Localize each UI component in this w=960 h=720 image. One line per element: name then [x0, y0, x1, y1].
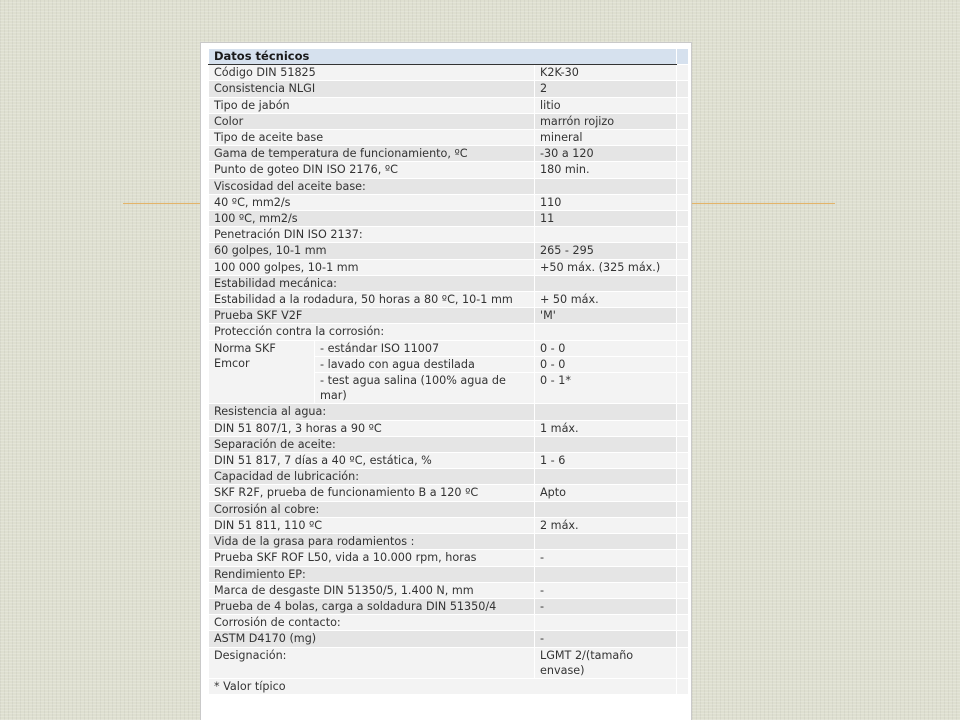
table-row [209, 292, 689, 308]
row-spacer [677, 436, 689, 452]
table-row [209, 113, 689, 129]
table-row [209, 275, 689, 291]
row-spacer [677, 324, 689, 340]
row-value: K2K-30 [535, 65, 677, 81]
row-spacer [677, 582, 689, 598]
row-value [535, 324, 677, 340]
table-row [209, 97, 689, 113]
row-label: Penetración DIN ISO 2137: [209, 227, 535, 243]
table-row [209, 615, 689, 631]
row-value: - [535, 550, 677, 566]
emcor-value: 0 - 0 [535, 340, 677, 356]
table-row [209, 582, 689, 598]
table-row [209, 227, 689, 243]
row-spacer [677, 243, 689, 259]
row-value [535, 178, 677, 194]
row-spacer [677, 113, 689, 129]
row-spacer [677, 615, 689, 631]
table-row [209, 420, 689, 436]
row-label: Corrosión al cobre: [209, 501, 535, 517]
row-label: Corrosión de contacto: [209, 615, 535, 631]
row-value [535, 501, 677, 517]
row-value: 1 máx. [535, 420, 677, 436]
row-value: - [535, 598, 677, 614]
row-spacer [677, 550, 689, 566]
table-row [209, 469, 689, 485]
row-value: mineral [535, 130, 677, 146]
table-row [209, 130, 689, 146]
row-spacer [677, 566, 689, 582]
row-spacer [677, 501, 689, 517]
emcor-sublabel: - lavado con agua destilada [315, 356, 535, 372]
row-spacer [677, 81, 689, 97]
row-spacer [677, 65, 689, 81]
row-value: marrón rojizo [535, 113, 677, 129]
row-value [535, 469, 677, 485]
row-value: - [535, 582, 677, 598]
row-value: +50 máx. (325 máx.) [535, 259, 677, 275]
row-spacer [677, 647, 689, 678]
row-label: 60 golpes, 10-1 mm [209, 243, 535, 259]
row-value: 110 [535, 194, 677, 210]
row-spacer [677, 534, 689, 550]
row-value: 'M' [535, 308, 677, 324]
row-spacer [677, 146, 689, 162]
table-row [209, 550, 689, 566]
row-value [535, 227, 677, 243]
row-spacer [677, 485, 689, 501]
row-spacer [677, 97, 689, 113]
row-label: 100 ºC, mm2/s [209, 211, 535, 227]
row-value: -30 a 120 [535, 146, 677, 162]
row-label: DIN 51 817, 7 días a 40 ºC, estática, % [209, 453, 535, 469]
row-spacer [677, 211, 689, 227]
footnote-row [209, 678, 689, 694]
row-spacer [677, 130, 689, 146]
row-spacer [677, 598, 689, 614]
row-spacer [677, 340, 689, 356]
row-label: DIN 51 811, 110 ºC [209, 517, 535, 533]
emcor-value: 0 - 1* [535, 373, 677, 404]
row-label: Resistencia al agua: [209, 404, 535, 420]
row-label: Vida de la grasa para rodamientos : [209, 534, 535, 550]
table-row [209, 517, 689, 533]
row-value: 11 [535, 211, 677, 227]
row-label: Separación de aceite: [209, 436, 535, 452]
emcor-label: Norma SKF Emcor [209, 340, 315, 404]
row-label: Estabilidad a la rodadura, 50 horas a 80 ºC, 10-1 mm [209, 292, 535, 308]
row-label: Consistencia NLGI [209, 81, 535, 97]
row-spacer [677, 453, 689, 469]
row-label: Prueba de 4 bolas, carga a soldadura DIN 51350/4 [209, 598, 535, 614]
row-label: Prueba SKF V2F [209, 308, 535, 324]
row-spacer [677, 373, 689, 404]
table-row [209, 243, 689, 259]
table-row [209, 308, 689, 324]
table-row [209, 178, 689, 194]
row-spacer [677, 678, 689, 694]
row-label: Protección contra la corrosión: [209, 324, 535, 340]
table-row [209, 566, 689, 582]
header-spacer [677, 49, 689, 65]
row-spacer [677, 162, 689, 178]
row-spacer [677, 259, 689, 275]
row-label: Rendimiento EP: [209, 566, 535, 582]
table-row [209, 534, 689, 550]
row-spacer [677, 194, 689, 210]
table-row [209, 194, 689, 210]
row-value [535, 275, 677, 291]
datasheet-image [200, 42, 692, 720]
row-label: Marca de desgaste DIN 51350/5, 1.400 N, mm [209, 582, 535, 598]
row-label: 40 ºC, mm2/s [209, 194, 535, 210]
emcor-sublabel: - estándar ISO 11007 [315, 340, 535, 356]
table-row [209, 146, 689, 162]
table-header-row [209, 49, 689, 65]
row-label: Estabilidad mecánica: [209, 275, 535, 291]
row-value: + 50 máx. [535, 292, 677, 308]
row-spacer [677, 420, 689, 436]
table-row [209, 211, 689, 227]
table-row [209, 501, 689, 517]
row-value: 180 min. [535, 162, 677, 178]
row-value: 1 - 6 [535, 453, 677, 469]
row-spacer [677, 292, 689, 308]
row-label: ASTM D4170 (mg) [209, 631, 535, 647]
table-row [209, 259, 689, 275]
emcor-row [209, 340, 689, 356]
row-value [535, 404, 677, 420]
table-title: Datos técnicos [209, 49, 677, 65]
row-value: 265 - 295 [535, 243, 677, 259]
row-spacer [677, 308, 689, 324]
row-spacer [677, 227, 689, 243]
row-spacer [677, 404, 689, 420]
table-row [209, 436, 689, 452]
technical-data-table [208, 48, 689, 695]
row-value [535, 566, 677, 582]
emcor-value: 0 - 0 [535, 356, 677, 372]
row-label: Gama de temperatura de funcionamiento, ºC [209, 146, 535, 162]
row-value [535, 436, 677, 452]
table-row [209, 631, 689, 647]
table-row [209, 162, 689, 178]
row-spacer [677, 517, 689, 533]
table-row [209, 81, 689, 97]
row-label: Capacidad de lubricación: [209, 469, 535, 485]
row-label: Viscosidad del aceite base: [209, 178, 535, 194]
row-value: Apto [535, 485, 677, 501]
table-row [209, 647, 689, 678]
row-value: LGMT 2/(tamaño envase) [535, 647, 677, 678]
row-label: Designación: [209, 647, 535, 678]
row-value: 2 [535, 81, 677, 97]
row-label: Código DIN 51825 [209, 65, 535, 81]
row-spacer [677, 178, 689, 194]
table-row [209, 404, 689, 420]
row-value [535, 615, 677, 631]
row-label: Punto de goteo DIN ISO 2176, ºC [209, 162, 535, 178]
row-spacer [677, 469, 689, 485]
row-label: DIN 51 807/1, 3 horas a 90 ºC [209, 420, 535, 436]
row-label: SKF R2F, prueba de funcionamiento B a 120 ºC [209, 485, 535, 501]
row-label: Tipo de aceite base [209, 130, 535, 146]
table-row [209, 485, 689, 501]
table-row [209, 324, 689, 340]
table-row [209, 453, 689, 469]
table-row [209, 598, 689, 614]
table-row [209, 65, 689, 81]
row-value: - [535, 631, 677, 647]
decorative-line-right [692, 203, 835, 204]
row-value: 2 máx. [535, 517, 677, 533]
row-value [535, 534, 677, 550]
row-spacer [677, 275, 689, 291]
footnote: * Valor típico [209, 678, 677, 694]
row-spacer [677, 631, 689, 647]
emcor-sublabel: - test agua salina (100% agua de mar) [315, 373, 535, 404]
row-spacer [677, 356, 689, 372]
row-value: litio [535, 97, 677, 113]
decorative-line-left [123, 203, 201, 204]
row-label: Color [209, 113, 535, 129]
row-label: 100 000 golpes, 10-1 mm [209, 259, 535, 275]
row-label: Tipo de jabón [209, 97, 535, 113]
row-label: Prueba SKF ROF L50, vida a 10.000 rpm, horas [209, 550, 535, 566]
